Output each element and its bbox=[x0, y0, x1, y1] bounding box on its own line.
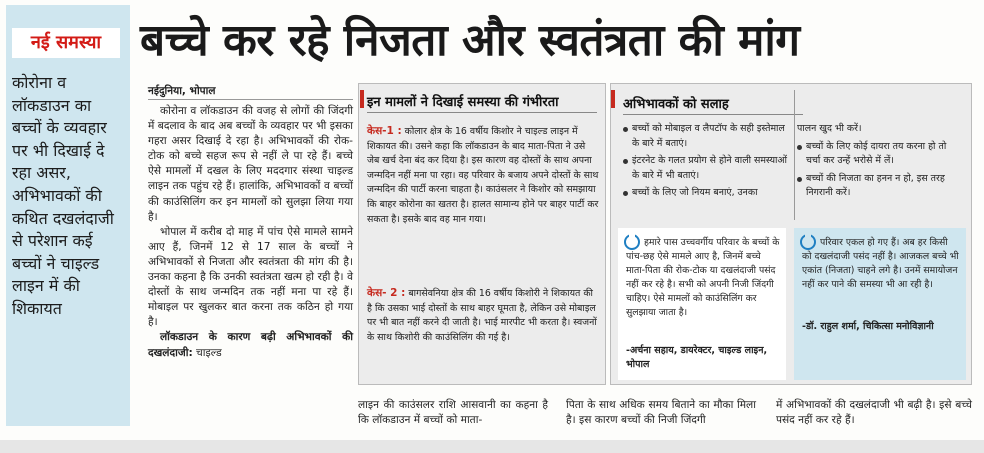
quote-box-2 bbox=[794, 228, 966, 380]
article-subhead-paragraph bbox=[148, 330, 353, 360]
advice-list-right bbox=[797, 122, 961, 204]
column-divider bbox=[794, 90, 795, 220]
advice-item: बच्चों के लिए जो नियम बनाएं, उनका bbox=[623, 186, 793, 201]
advice-item-continued: पालन खुद भी करें। bbox=[797, 123, 862, 134]
box-accent-bar bbox=[611, 90, 615, 108]
quote-box-1 bbox=[618, 228, 786, 380]
case-1-label: केस-1 : bbox=[367, 125, 402, 137]
teaser-text: कोरोना व लॉकडाउन का बच्चों के व्यवहार पर भी दिखाई दे रहा असर, अभिभावकों की कथित दखलंदाजी से परेशान कई बच्चों ने चाइल्ड लाइन में की शिकायत bbox=[12, 73, 114, 318]
section-tag: नई समस्या bbox=[12, 28, 120, 58]
quote-1-signature: -अर्चना सहाय, डायरेक्टर, चाइल्ड लाइन, भोपाल bbox=[626, 345, 768, 370]
byline-divider bbox=[148, 99, 353, 100]
case-1-text: कोलार क्षेत्र के 16 वर्षीय किशोर ने चाइल्ड लाइन में शिकायत की। उसने कहा कि लॉकडाउन के बाद माता-पिता ने उसे जेब खर्च देना बंद कर दिया है। इस कारण वह दोस्तों के साथ अपना जन्मदिन नहीं मना पा रहा। वह परिवार के बजाय अपने दोस्तों के साथ जन्मदिन की पार्टी करना चाहता है। काउंसलर ने किशोर को समझाया कि बाहर कोरोना का खतरा है। हालत सामान्य होने पर बाहर पार्टी कर सकता है। इसके बाद वह मान गया। bbox=[367, 126, 599, 225]
cases-box-title: इन मामलों ने दिखाई समस्या की गंभीरता bbox=[367, 95, 559, 110]
case-2-text: बागसेवनिया क्षेत्र की 16 वर्षीय किशोरी ने शिकायत की है कि उसका भाई दोस्तों के साथ बाहर घूमता है, लेकिन उसे मोबाइल पर भी बात नहीं करने दी जाती है। भाई मारपीट भी करता है। स्वजनों के साथ किशोरी की काउंसिलिंग की गई है। bbox=[367, 288, 597, 343]
article-body bbox=[148, 104, 353, 361]
case-2 bbox=[367, 286, 599, 345]
case-1 bbox=[367, 124, 599, 227]
footer-column-2: पिता के साथ अधिक समय बिताने का मौका मिला है। इस कारण बच्चों की निजी जिंदगी bbox=[566, 399, 756, 426]
advice-item: बच्चों की निजता का हनन न हो, इस तरह निगरानी करें। bbox=[797, 172, 961, 201]
article-subhead-tail: चाइल्ड bbox=[192, 346, 222, 359]
article-paragraph: भोपाल में करीब दो माह में पांच ऐसे मामले सामने आए हैं, जिनमें 12 से 17 साल के बच्चों ने अभिभावकों से निजता और स्वतंत्रता की मांग की है। उनका कहना है कि उनकी स्वतंत्रता खत्म हो रही है। वे दोस्तों के साथ जन्मदिन तक नहीं मना पा रहे हैं। मोबाइल पर खुलकर बात करना तक कठिन हो गया है। bbox=[148, 225, 353, 329]
case-2-label: केस- 2 : bbox=[367, 287, 406, 299]
box-divider bbox=[623, 114, 803, 115]
quote-2-text: परिवार एकल हो गए हैं। अब हर किसी को दखलंदाजी पसंद नहीं है। आजकल बच्चे भी एकांत (निजता) चाहने लगे है। उनमें समायोजन नहीं कर पाने की समस्या भी आ रही है। bbox=[802, 237, 959, 290]
advice-box-title: अभिभावकों को सलाह bbox=[623, 97, 729, 112]
box-accent-bar bbox=[360, 90, 364, 108]
footer-column-3: में अभिभावकों की दखलंदाजी भी बढ़ी है। इसे बच्चे पसंद नहीं कर रहे हैं। bbox=[776, 399, 972, 426]
headline: बच्चे कर रहे निजता और स्वतंत्रता की मांग bbox=[140, 15, 800, 66]
advice-list-left bbox=[623, 122, 793, 204]
box-divider bbox=[367, 112, 597, 113]
article-paragraph: कोरोना व लॉकडाउन की वजह से लोगों की जिंदगी में बदलाव के बाद अब बच्चों के व्यवहार पर भी इसका गहरा असर दिखाई दे रहा है। अभिभावकों की रोक-टोक को बच्चे सहज रूप से नहीं ले पा रहे हैं। बच्चे ऐसे मामलों में दखल के लिए मददगार संस्था चाइल्ड लाइन तक पहुंच रहे हैं। हालांकि, अभिभावकों व बच्चों की काउंसिलिंग कर इन मामलों को सुलझा लिया गया है। bbox=[148, 105, 353, 223]
advice-item: इंटरनेट के गलत प्रयोग से होने वाली समस्याओं के बारे में भी बताएं। bbox=[623, 154, 793, 183]
page-bottom-edge bbox=[0, 440, 984, 453]
cases-box bbox=[358, 83, 606, 385]
quote-2-signature: -डॉ. राहुल शर्मा, चिकित्सा मनोविज्ञानी bbox=[802, 321, 934, 332]
article-subhead: लॉकडाउन के कारण बढ़ी अभिभावकों की दखलंदाजी: bbox=[148, 331, 353, 359]
byline: नईदुनिया, भोपाल bbox=[148, 85, 216, 97]
quote-1-text: हमारे पास उच्चवर्गीय परिवार के बच्चों के पांच-छह ऐसे मामले आए है, जिनमें बच्चे माता-पिता की रोक-टोक या दखलंदाजी पसंद नहीं कर रहे है। सभी को अपनी निजी जिंदगी चाहिए। ऐसे मामलों को काउंसिलिंग कर सुलझाया जाता है। bbox=[626, 237, 780, 318]
footer-column-1: लाइन की काउंसलर राशि आसवानी का कहना है कि लॉकडाउन में बच्चों को माता- bbox=[358, 399, 548, 426]
advice-item: बच्चों के लिए कोई दायरा तय करना हो तो चर्चा कर उन्हें भरोसे में लें। bbox=[797, 140, 961, 169]
advice-item: बच्चों को मोबाइल व लैपटॉप के सही इस्तेमाल के बारे में बताएं। bbox=[623, 122, 793, 151]
